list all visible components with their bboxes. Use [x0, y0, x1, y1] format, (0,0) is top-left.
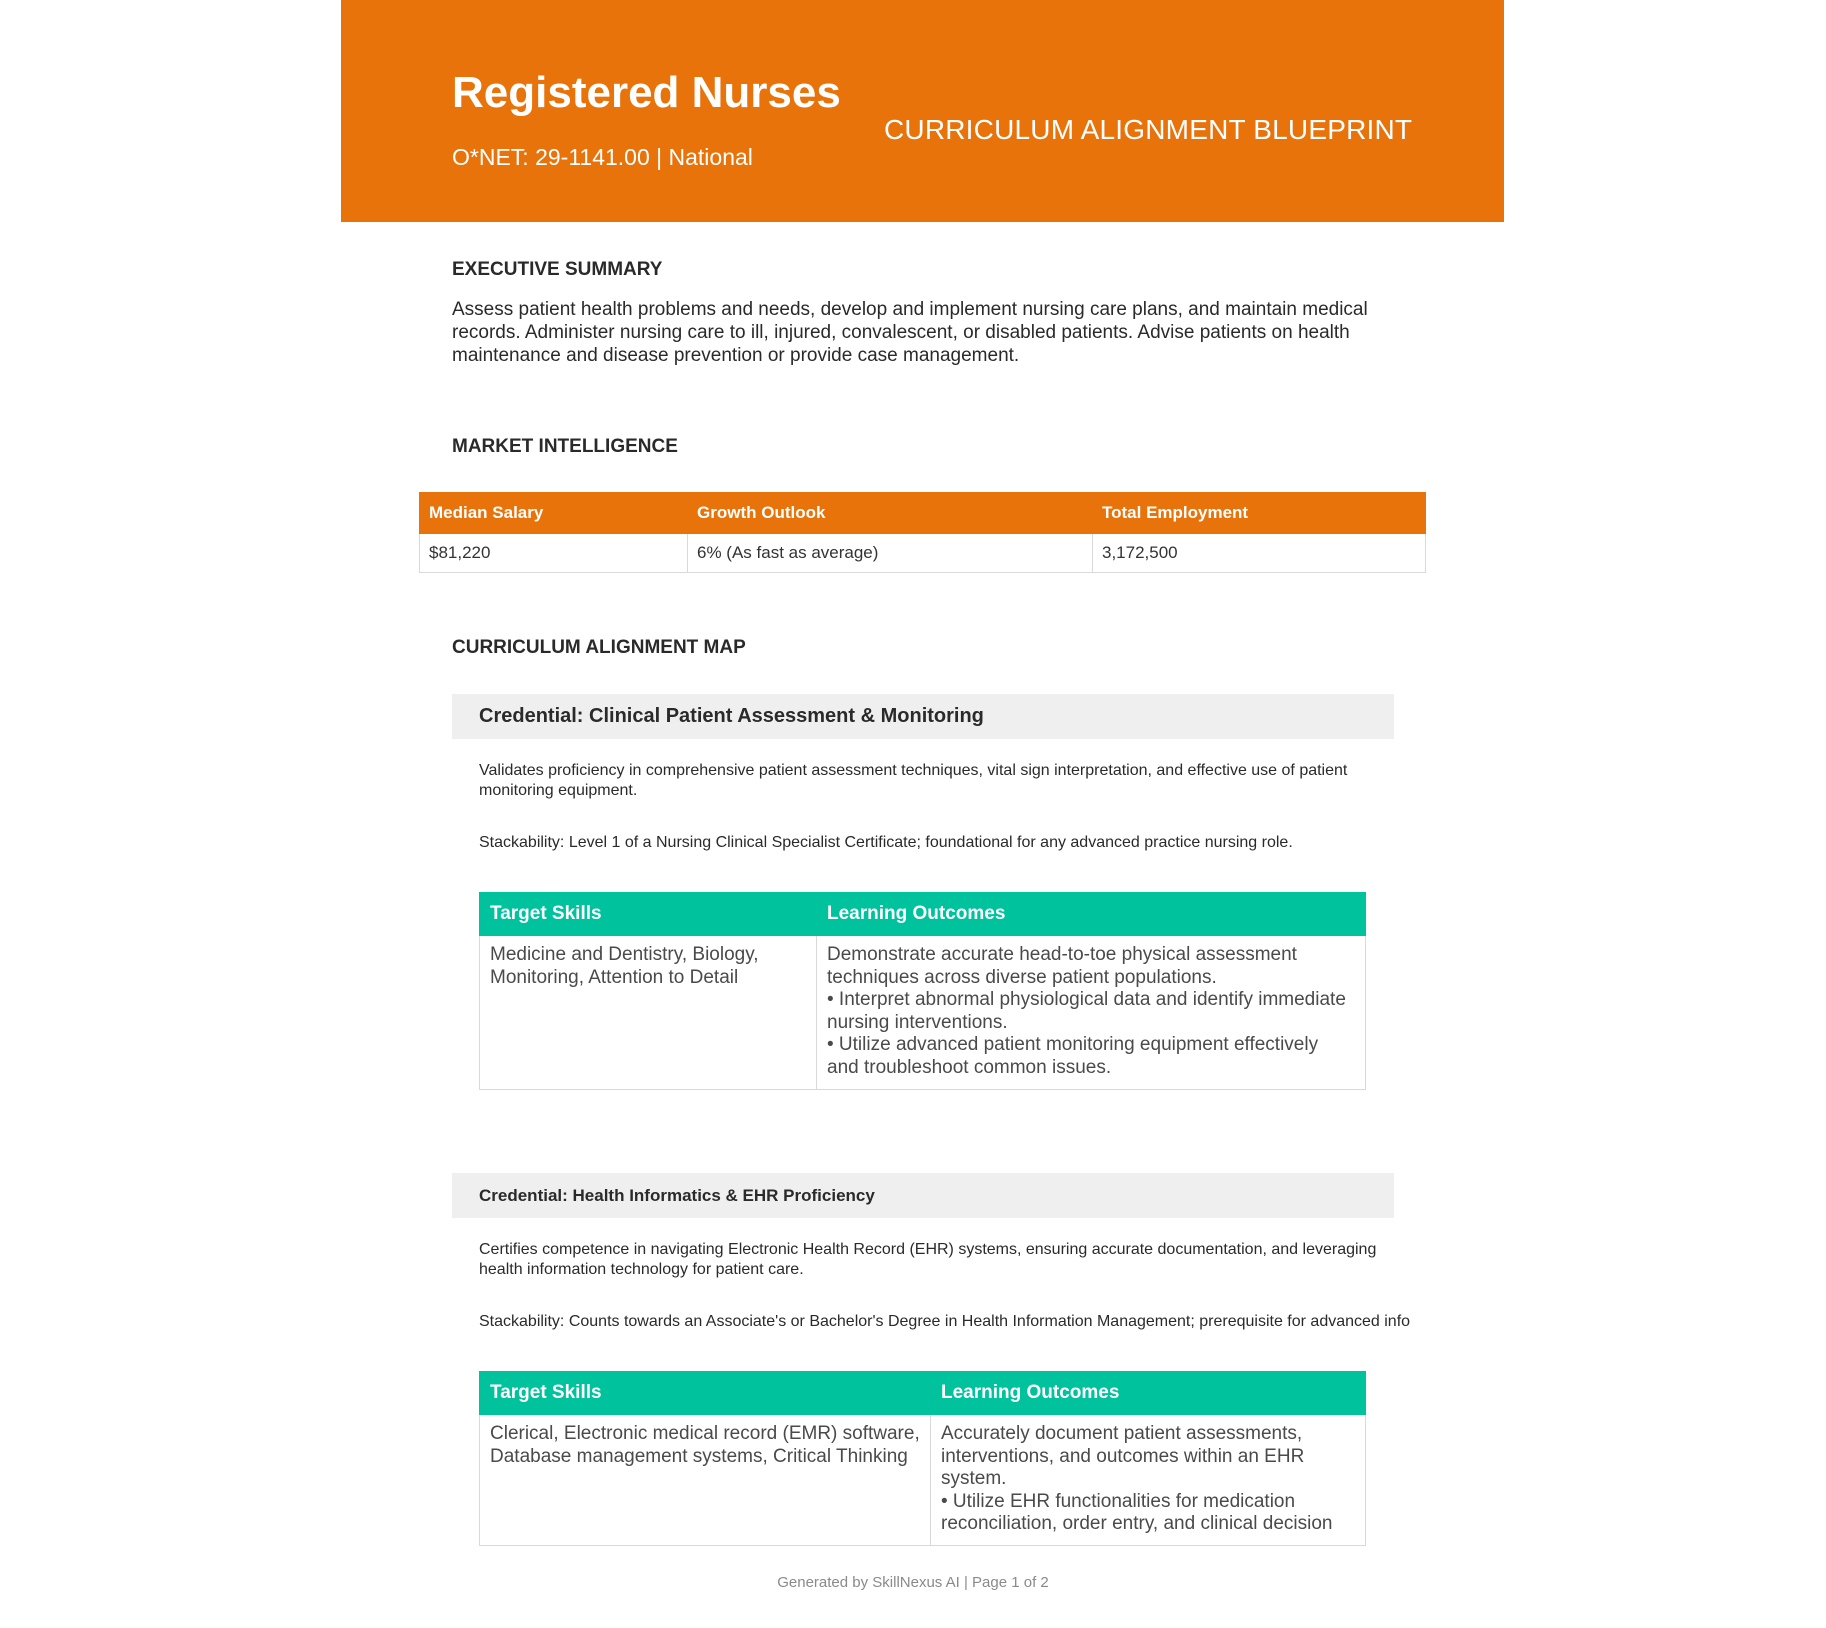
table-row [480, 936, 1366, 1090]
target-skills-cell: Clerical, Electronic medical record (EMR) software, Database management systems, Critical Thinking [480, 1415, 931, 1546]
learning-outcome: • Utilize EHR functionalities for medication reconciliation, order entry, and clinical decision [941, 1490, 1333, 1534]
learning-outcomes-cell [931, 1415, 1366, 1546]
market-table-header-row [420, 493, 1426, 534]
column-header: Learning Outcomes [817, 893, 1366, 936]
skills-outcomes-table [479, 1371, 1366, 1546]
median-salary-value: $81,220 [420, 534, 688, 573]
column-header: Total Employment [1093, 493, 1426, 534]
executive-summary-heading: EXECUTIVE SUMMARY [452, 259, 663, 280]
occupation-title: Registered Nurses [452, 68, 841, 117]
table-row [420, 534, 1426, 573]
column-header: Target Skills [480, 893, 817, 936]
executive-summary-text: Assess patient health problems and needs, develop and implement nursing care plans, and maintain medical records. Administer nursing care to ill, injured, convalescent, or disabled patients. Advise patients on health maintenance and disease prevention or provide case management. [452, 299, 1368, 366]
skills-table-header-row [480, 1372, 1366, 1415]
market-intelligence-heading: MARKET INTELLIGENCE [452, 436, 678, 457]
total-employment-value: 3,172,500 [1093, 534, 1426, 573]
learning-outcome: Accurately document patient assessments, interventions, and outcomes within an EHR system. [941, 1423, 1305, 1489]
credential-stackability: Stackability: Counts towards an Associate's or Bachelor's Degree in Health Information Management; prerequisite for advanced info [479, 1313, 1411, 1330]
market-table [419, 492, 1426, 573]
document-type: CURRICULUM ALIGNMENT BLUEPRINT [884, 114, 1413, 145]
column-header: Median Salary [420, 493, 688, 534]
growth-outlook-value: 6% (As fast as average) [688, 534, 1093, 573]
table-row [480, 1415, 1366, 1546]
credential-title: Credential: Health Informatics & EHR Proficiency [479, 1186, 875, 1205]
credential-header [452, 694, 1394, 739]
credential-stackability: Stackability: Level 1 of a Nursing Clinical Specialist Certificate; foundational for any advanced practice nursing role. [479, 834, 1293, 851]
target-skills-cell: Medicine and Dentistry, Biology, Monitoring, Attention to Detail [480, 936, 817, 1090]
onet-code: O*NET: 29-1141.00 | National [452, 144, 753, 170]
learning-outcome: • Utilize advanced patient monitoring equipment effectively and troubleshoot common issues. [827, 1034, 1319, 1078]
column-header: Target Skills [480, 1372, 931, 1415]
skills-outcomes-table [479, 892, 1366, 1090]
credential-title: Credential: Clinical Patient Assessment & Monitoring [479, 705, 984, 727]
column-header: Growth Outlook [688, 493, 1093, 534]
header-banner [341, 0, 1504, 222]
curriculum-map-heading: CURRICULUM ALIGNMENT MAP [452, 637, 746, 658]
skills-table-header-row [480, 893, 1366, 936]
credential-header [452, 1173, 1394, 1218]
learning-outcomes-cell [817, 936, 1366, 1090]
page-footer: Generated by SkillNexus AI | Page 1 of 2 [777, 1574, 1049, 1591]
column-header: Learning Outcomes [931, 1372, 1366, 1415]
credential-description: Validates proficiency in comprehensive patient assessment techniques, vital sign interpretation, and effective use of patient monitoring equipment. [479, 762, 1348, 799]
learning-outcome: Demonstrate accurate head-to-toe physical assessment techniques across diverse patient populations. [827, 944, 1297, 988]
credential-description: Certifies competence in navigating Electronic Health Record (EHR) systems, ensuring accurate documentation, and leveraging health information technology for patient care. [479, 1241, 1377, 1278]
learning-outcome: • Interpret abnormal physiological data and identify immediate nursing interventions. [827, 989, 1346, 1033]
